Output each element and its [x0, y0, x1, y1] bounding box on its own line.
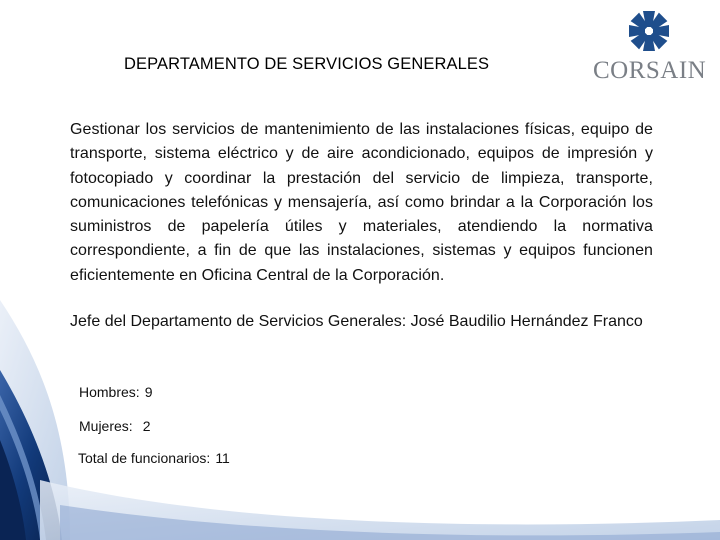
stat-total-value: 11 [215, 450, 230, 466]
company-logo [590, 10, 715, 85]
stat-women-label: Mujeres: [79, 418, 133, 434]
logo-wordmark: CORSAIN [593, 57, 707, 84]
stat-total [78, 450, 230, 466]
stat-men [79, 384, 152, 400]
stat-total-label: Total de funcionarios: [78, 450, 211, 466]
department-description: Gestionar los servicios de mantenimiento de las instalaciones físicas, equipo de transporte, sistema eléctrico y de aire acondicionado, equipos de impresión y fotocopiado y coordinar la prestación del servicio de limpieza, transporte, comunicaciones telefónicas y mensajería, así como brindar a la Corporación los suministros de papelería útiles y materiales, atendiendo la normativa correspondiente, a fin de que las instalaciones, sistemas y equipos funcionen eficientemente en Oficina Central de la Corporación. [70, 121, 653, 284]
stat-men-value: 9 [144, 384, 153, 400]
page-title: DEPARTAMENTO DE SERVICIOS GENERALES [124, 55, 490, 73]
stat-men-label: Hombres: [79, 384, 140, 400]
corsain-star-icon [628, 10, 670, 52]
stat-women-value: 2 [142, 418, 151, 434]
stat-women [79, 418, 150, 434]
department-manager: Jefe del Departamento de Servicios Generales: José Baudilio Hernández Franco [70, 313, 643, 330]
